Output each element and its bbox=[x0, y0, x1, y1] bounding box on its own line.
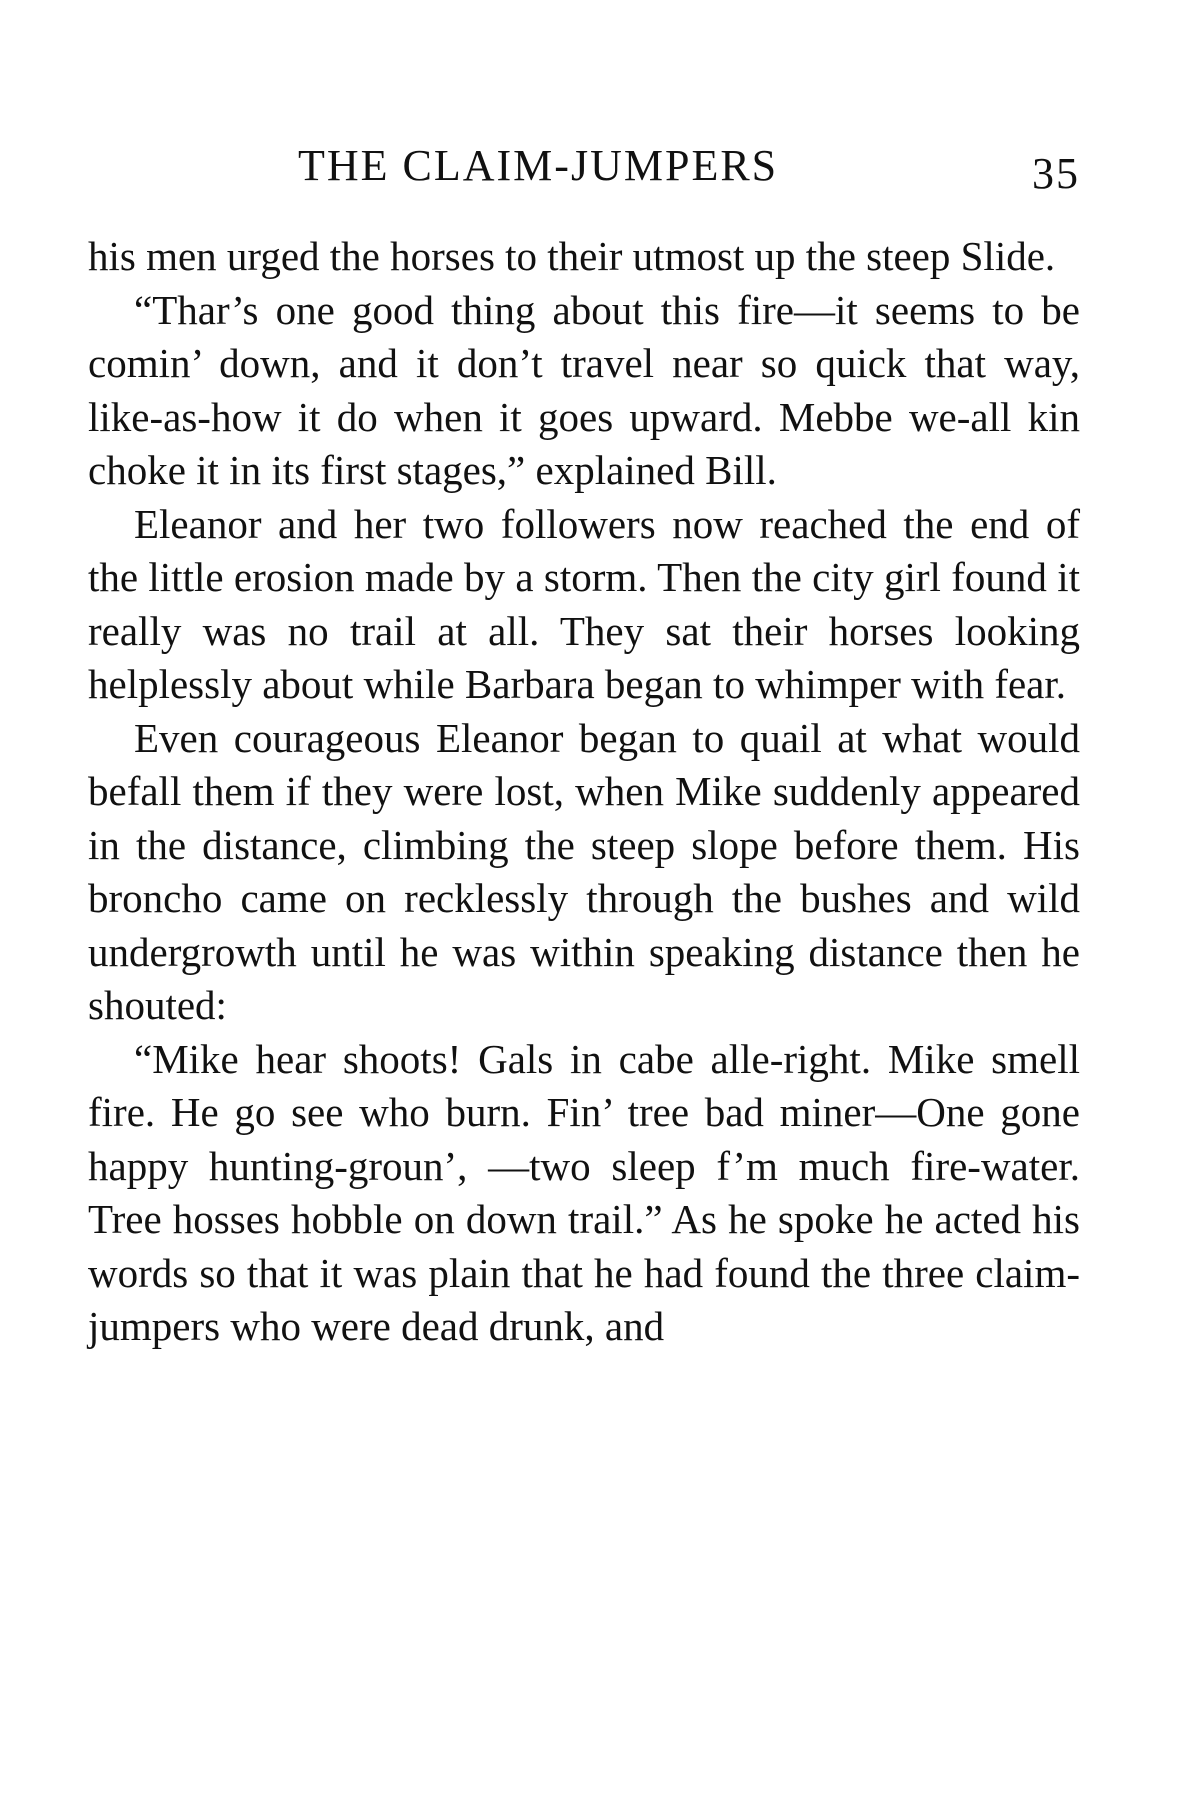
running-title: THE CLAIM-JUMPERS bbox=[298, 141, 779, 190]
paragraph-bill-speech: “Thar’s one good thing about this fire—it seems to be comin’ down, and it don’t travel near so quick that way, like-as-how it do when it goes upward. Mebbe we-all kin choke it in its first stages,” explained Bill. bbox=[88, 286, 1080, 493]
running-head bbox=[88, 140, 1080, 204]
book-page bbox=[88, 140, 1080, 1354]
paragraph-mike-speech: “Mike hear shoots! Gals in cabe alle-right. Mike smell fire. He go see who burn. Fin’ tree bad miner—One gone happy hunting-groun’, —two sleep f’m much fire-water. Tree hosses hobble on down trail.” As he spoke he acted his words so that it was plain that he had found the three claim-jumpers who were dead drunk, and bbox=[88, 1035, 1080, 1349]
paragraph-mike-appears: Even courageous Eleanor began to quail at what would befall them if they were lost, when Mike suddenly appeared in the distance, climbing the steep slope before them. His broncho came on recklessly through the bushes and wild undergrowth until he was within speaking distance then he shouted: bbox=[88, 714, 1080, 1028]
page-number: 35 bbox=[1032, 149, 1080, 198]
paragraph-eleanor-trail: Eleanor and her two followers now reached the end of the little erosion made by a storm. Then the city girl found it really was no trail at all. They sat their horses looking helplessly about while Barbara began to whimper with fear. bbox=[88, 500, 1080, 707]
body-text bbox=[88, 230, 1080, 1354]
paragraph-continued: his men urged the horses to their utmost up the steep Slide. bbox=[88, 233, 1056, 279]
